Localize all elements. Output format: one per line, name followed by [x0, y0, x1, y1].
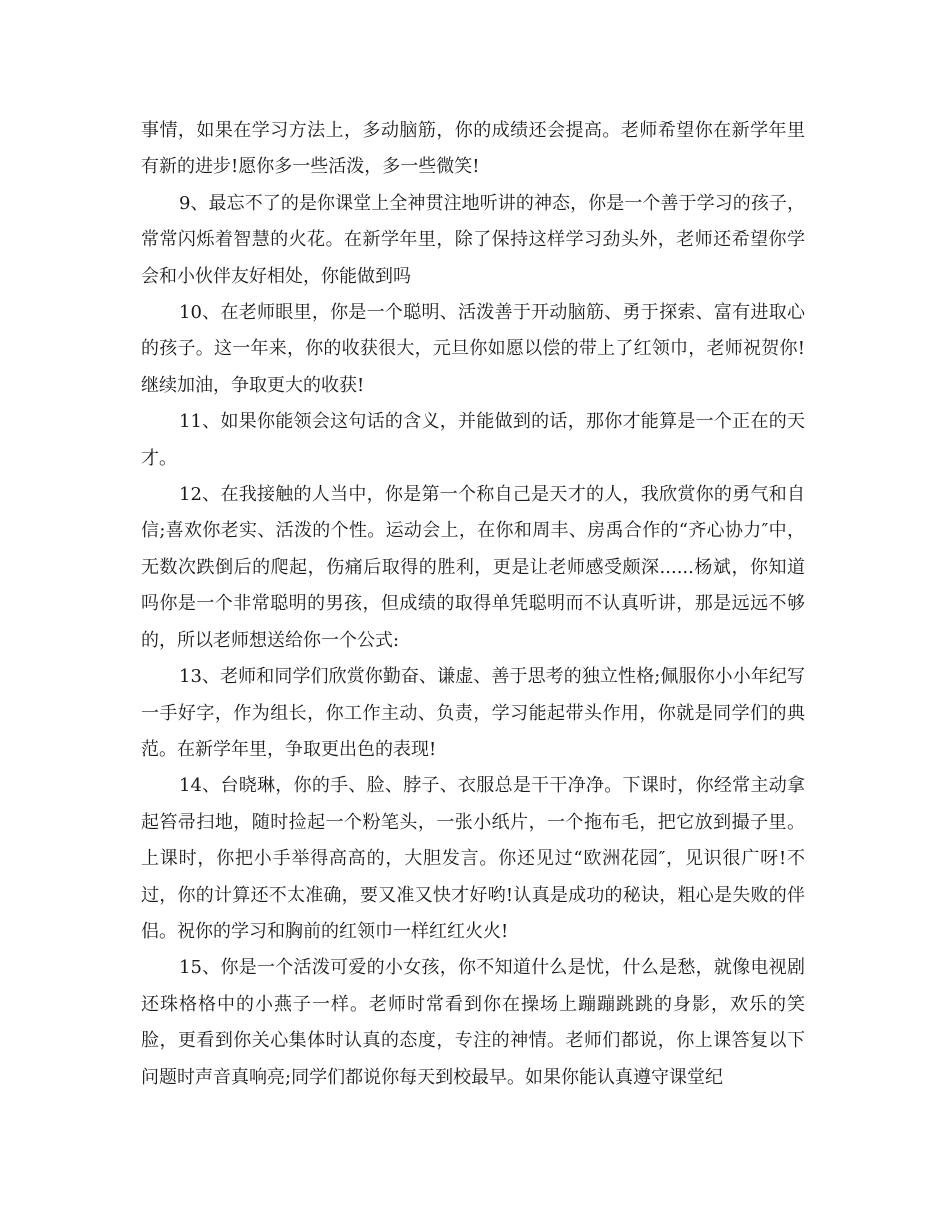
paragraph-9: 9、最忘不了的是你课堂上全神贯注地听讲的神态，你是一个善于学习的孩子，常常闪烁着智慧的火花。在新学年里，除了保持这样学习劲头外，老师还希望你学会和小伙伴友好相处，你能做到吗	[141, 192, 805, 287]
paragraph-13: 13、老师和同学们欣赏你勤奋、谦虚、善于思考的独立性格;佩服你小小年纪写一手好字，作为组长，你工作主动、负责，学习能起带头作用，你就是同学们的典范。在新学年里，争取更出色的表现!	[141, 666, 805, 760]
paragraph-10: 10、在老师眼里，你是一个聪明、活泼善于开动脑筋、勇于探索、富有进取心的孩子。这一年来，你的收获很大，元旦你如愿以偿的带上了红领巾，老师祝贺你!继续加油，争取更大的收获!	[141, 302, 805, 396]
paragraph-12: 12、在我接触的人当中，你是第一个称自己是天才的人，我欣赏你的勇气和自信;喜欢你老实、活泼的个性。运动会上，在你和周丰、房禹合作的“齐心协力″中，无数次跌倒后的爬起，伤痛后取得的胜利，更是让老师感受颇深......杨斌，你知道吗你是一个非常聪明的男孩，但成绩的取得单凭聪明而不认真听讲，那是远远不够的，所以老师想送给你一个公式:	[141, 484, 805, 651]
paragraph-11: 11、如果你能领会这句话的含义，并能做到的话，那你才能算是一个正在的天才。	[141, 411, 805, 469]
paragraph-15: 15、你是一个活泼可爱的小女孩，你不知道什么是忧，什么是愁，就像电视剧还珠格格中的小燕子一样。老师时常看到你在操场上蹦蹦跳跳的身影，欢乐的笑脸，更看到你关心集体时认真的态度，专注的神情。老师们都说，你上课答复以下问题时声音真响亮;同学们都说你每天到校最早。如果你能认真遵守课堂纪	[141, 957, 805, 1088]
paragraph-14: 14、台晓琳，你的手、脸、脖子、衣服总是干干净净。下课时，你经常主动拿起笞帚扫地，随时捡起一个粉笔头，一张小纸片，一个拖布毛，把它放到撮子里。上课时，你把小手举得高高的，大胆发言。你还见过“欧洲花园″，见识很广呀!不过，你的计算还不太准确，要又准又快才好哟!认真是成功的秘诀，粗心是失败的伴侣。祝你的学习和胸前的红领巾一样红红火火!	[141, 775, 805, 942]
paragraph-continuation: 事情，如果在学习方法上，多动脑筋，你的成绩还会提高。老师希望你在新学年里有新的进步!愿你多一些活泼，多一些微笑!	[141, 120, 805, 178]
document-body	[141, 113, 805, 1096]
